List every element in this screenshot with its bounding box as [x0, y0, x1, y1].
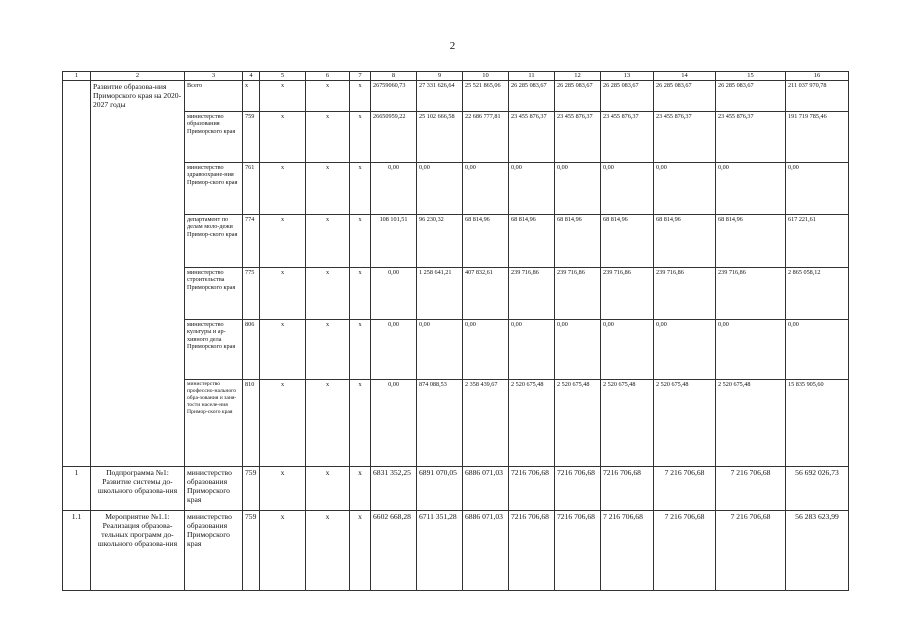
value-cell: 7 216 706,68: [654, 467, 716, 511]
value-cell: 617 221,61: [786, 215, 849, 268]
executor-cell: департамент по делам моло-дежи Примор-ского края: [185, 215, 243, 268]
header-cell: 1: [63, 72, 91, 81]
value-cell: 7216 706,68: [601, 467, 654, 511]
value-cell: 56 692 026,73: [786, 467, 849, 511]
cell: x: [306, 467, 350, 511]
header-cell: 16: [786, 72, 849, 81]
value-cell: 0,00: [371, 320, 417, 380]
value-cell: 7216 706,68: [555, 511, 601, 591]
value-cell: 23 455 876,37: [509, 112, 555, 163]
value-cell: 2 520 675,48: [555, 380, 601, 467]
value-cell: 26650959,22: [371, 112, 417, 163]
value-cell: 96 230,32: [417, 215, 463, 268]
header-cell: 15: [716, 72, 786, 81]
cell: x: [260, 268, 306, 320]
value-cell: 15 835 905,60: [786, 380, 849, 467]
value-cell: 22 686 777,81: [463, 112, 509, 163]
executor-cell: Всего: [185, 81, 243, 112]
header-row: [63, 72, 849, 81]
row-number: 1: [63, 467, 91, 511]
value-cell: 0,00: [555, 320, 601, 380]
value-cell: 0,00: [417, 320, 463, 380]
cell: x: [350, 215, 371, 268]
value-cell: 7216 706,68: [509, 467, 555, 511]
value-cell: 6886 071,03: [463, 511, 509, 591]
table-row: [63, 81, 849, 112]
cell: x: [306, 163, 350, 215]
value-cell: 7 216 706,68: [716, 511, 786, 591]
cell: x: [260, 215, 306, 268]
header-cell: 2: [91, 72, 185, 81]
value-cell: 239 716,86: [509, 268, 555, 320]
code-cell: 759: [243, 112, 260, 163]
header-cell: 3: [185, 72, 243, 81]
cell: x: [350, 467, 371, 511]
executor-cell: министерство культуры и ар-хивного дела Приморского края: [185, 320, 243, 380]
value-cell: 0,00: [716, 320, 786, 380]
value-cell: 2 520 675,48: [716, 380, 786, 467]
cell: x: [260, 380, 306, 467]
value-cell: 23 455 876,37: [716, 112, 786, 163]
value-cell: 68 814,96: [463, 215, 509, 268]
header-cell: 14: [654, 72, 716, 81]
code-cell: 759: [243, 511, 260, 591]
executor-cell: министерство строительства Приморского края: [185, 268, 243, 320]
cell: x: [260, 511, 306, 591]
cell: x: [350, 320, 371, 380]
cell: x: [350, 511, 371, 591]
value-cell: 7 216 706,68: [654, 511, 716, 591]
cell: x: [306, 112, 350, 163]
value-cell: 0,00: [654, 320, 716, 380]
value-cell: 108 101,51: [371, 215, 417, 268]
value-cell: 26 285 083,67: [509, 81, 555, 112]
value-cell: 26 285 083,67: [654, 81, 716, 112]
value-cell: 25 102 666,58: [417, 112, 463, 163]
value-cell: 68 814,96: [601, 215, 654, 268]
code-cell: 759: [243, 467, 260, 511]
header-cell: 13: [601, 72, 654, 81]
cell: x: [306, 380, 350, 467]
measure-name: Мероприятие №1.1: Реализация образова-тельных программ до-школьного образова-ния: [91, 511, 185, 591]
value-cell: 6831 352,25: [371, 467, 417, 511]
value-cell: 0,00: [371, 380, 417, 467]
program-name: Развитие образова-ния Приморского края на 2020-2027 годы: [91, 81, 185, 467]
value-cell: 7216 706,68: [555, 467, 601, 511]
value-cell: 0,00: [463, 320, 509, 380]
value-cell: 27 331 626,64: [417, 81, 463, 112]
value-cell: 7 216 706,68: [601, 511, 654, 591]
value-cell: 23 455 876,37: [654, 112, 716, 163]
cell: x: [260, 320, 306, 380]
subprogram-row: [63, 467, 849, 511]
cell: x: [260, 112, 306, 163]
code-cell: 810: [243, 380, 260, 467]
value-cell: 2 520 675,48: [509, 380, 555, 467]
value-cell: 68 814,96: [654, 215, 716, 268]
cell: x: [306, 320, 350, 380]
value-cell: 25 521 865,06: [463, 81, 509, 112]
value-cell: 191 719 785,46: [786, 112, 849, 163]
page-number: 2: [449, 40, 456, 52]
value-cell: 1 258 641,21: [417, 268, 463, 320]
subprogram-name: Подпрограмма №1: Развитие системы до-школьного образова-ния: [91, 467, 185, 511]
header-cell: 12: [555, 72, 601, 81]
cell: x: [260, 81, 306, 112]
value-cell: 26 285 083,67: [716, 81, 786, 112]
value-cell: 0,00: [417, 163, 463, 215]
value-cell: 6711 351,28: [417, 511, 463, 591]
value-cell: 874 088,53: [417, 380, 463, 467]
value-cell: 23 455 876,37: [601, 112, 654, 163]
cell: x: [350, 380, 371, 467]
executor-cell: министерство здравоохране-ния Примор-ского края: [185, 163, 243, 215]
value-cell: 0,00: [601, 163, 654, 215]
value-cell: 2 520 675,48: [654, 380, 716, 467]
executor-cell: министерство образования Приморского края: [185, 511, 243, 591]
code-cell: 806: [243, 320, 260, 380]
value-cell: 0,00: [509, 320, 555, 380]
value-cell: 0,00: [371, 163, 417, 215]
value-cell: 2 358 439,67: [463, 380, 509, 467]
cell: x: [306, 81, 350, 112]
value-cell: 68 814,96: [555, 215, 601, 268]
value-cell: 0,00: [601, 320, 654, 380]
executor-cell: министерство образования Приморского края: [185, 112, 243, 163]
value-cell: 68 814,96: [716, 215, 786, 268]
value-cell: 26759060,73: [371, 81, 417, 112]
code-cell: 775: [243, 268, 260, 320]
header-cell: 4: [243, 72, 260, 81]
header-cell: 10: [463, 72, 509, 81]
value-cell: 0,00: [371, 268, 417, 320]
header-cell: 7: [350, 72, 371, 81]
value-cell: 26 285 083,67: [555, 81, 601, 112]
value-cell: 0,00: [716, 163, 786, 215]
value-cell: 7 216 706,68: [716, 467, 786, 511]
value-cell: 56 283 623,99: [786, 511, 849, 591]
measure-row: [63, 511, 849, 591]
value-cell: 23 455 876,37: [555, 112, 601, 163]
value-cell: 0,00: [555, 163, 601, 215]
cell: x: [306, 511, 350, 591]
value-cell: 2 520 675,48: [601, 380, 654, 467]
value-cell: 6602 668,28: [371, 511, 417, 591]
value-cell: 239 716,86: [654, 268, 716, 320]
header-cell: 6: [306, 72, 350, 81]
code-cell: 774: [243, 215, 260, 268]
row-number: 1.1: [63, 511, 91, 591]
value-cell: 0,00: [786, 320, 849, 380]
header-cell: 11: [509, 72, 555, 81]
value-cell: 2 865 058,12: [786, 268, 849, 320]
value-cell: 0,00: [654, 163, 716, 215]
value-cell: 0,00: [509, 163, 555, 215]
value-cell: 0,00: [463, 163, 509, 215]
value-cell: 239 716,86: [601, 268, 654, 320]
header-cell: 5: [260, 72, 306, 81]
value-cell: 211 037 970,78: [786, 81, 849, 112]
value-cell: 68 814,96: [509, 215, 555, 268]
header-cell: 9: [417, 72, 463, 81]
value-cell: 7216 706,68: [509, 511, 555, 591]
budget-table: [62, 71, 849, 591]
cell: x: [260, 163, 306, 215]
program-number-cell: [63, 81, 91, 467]
cell: x: [260, 467, 306, 511]
cell: x: [350, 268, 371, 320]
value-cell: 239 716,86: [716, 268, 786, 320]
value-cell: 26 285 083,67: [601, 81, 654, 112]
cell: x: [306, 215, 350, 268]
value-cell: 239 716,86: [555, 268, 601, 320]
cell: x: [350, 163, 371, 215]
value-cell: 0,00: [786, 163, 849, 215]
header-cell: 8: [371, 72, 417, 81]
value-cell: 407 832,61: [463, 268, 509, 320]
executor-cell: министерство профессио-нального обра-зования и заня-тости населе-ния Примор-ского края: [185, 380, 243, 467]
value-cell: 6886 071,03: [463, 467, 509, 511]
cell: x: [350, 81, 371, 112]
cell: x: [350, 112, 371, 163]
executor-cell: министерство образования Приморского края: [185, 467, 243, 511]
cell: x: [306, 268, 350, 320]
value-cell: 6891 070,05: [417, 467, 463, 511]
code-cell: 761: [243, 163, 260, 215]
code-cell: x: [243, 81, 260, 112]
